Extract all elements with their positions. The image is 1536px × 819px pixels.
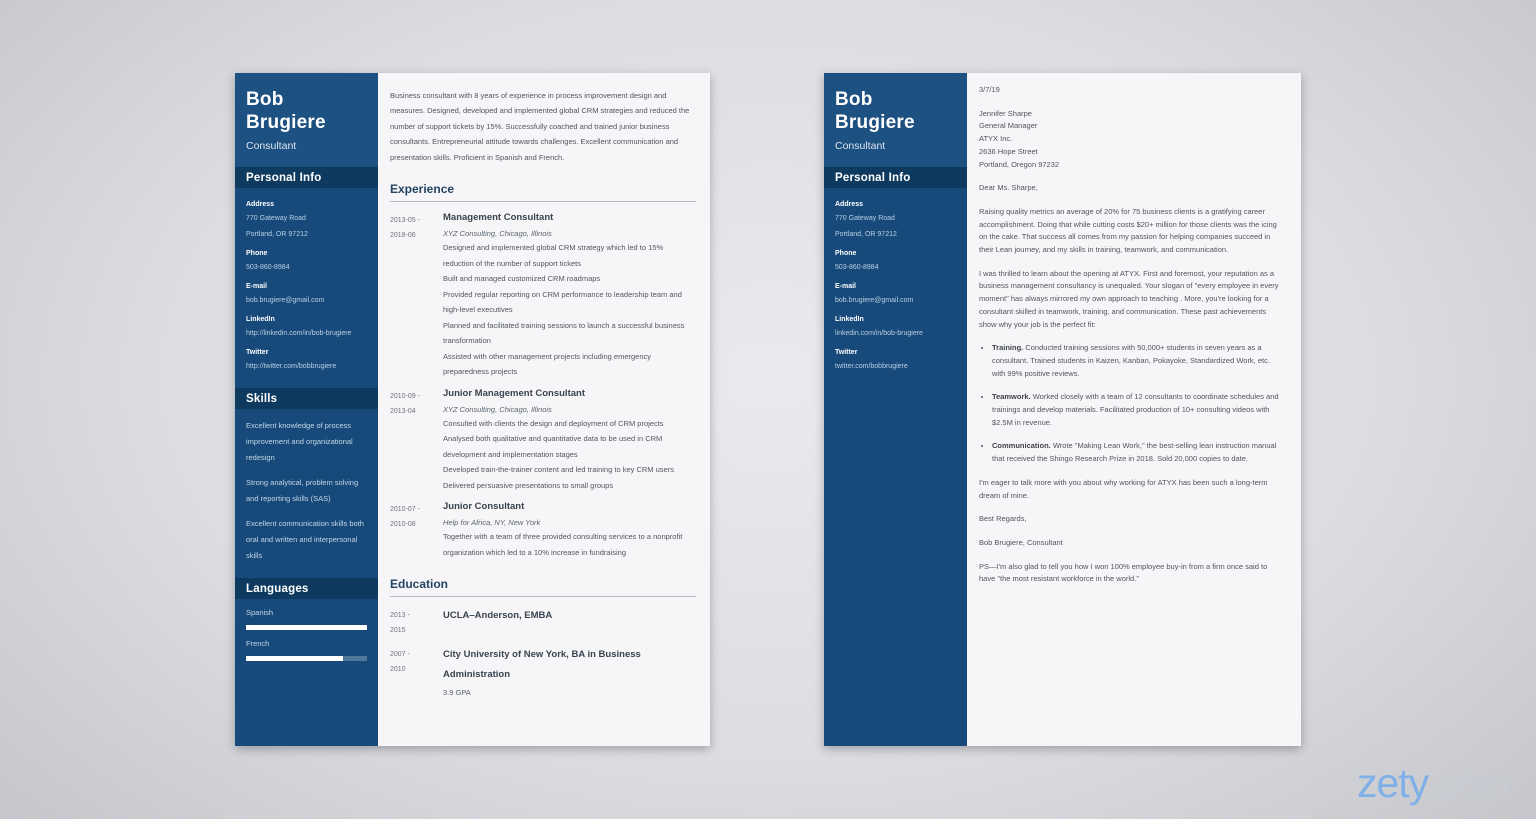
- job-company: Help for Africa, NY, New York: [443, 518, 541, 528]
- education-title: UCLA–Anderson, EMBA: [443, 610, 553, 622]
- letter-paragraph-3: I'm eager to talk more with you about why working for ATYX has been such a long-term dream of mine.: [979, 477, 1268, 500]
- cover-letter-sidebar: [824, 73, 967, 746]
- achievement-item: [992, 440, 1285, 465]
- job-bullet: Provided regular reporting on CRM performance to leadership team and high-level executives: [443, 289, 682, 315]
- resume-summary: Business consultant with 8 years of experience in process improvement design and measures. Designed, developed and implemented global CRM strategies and reduced the number of support tickets by 15%. Successfully coached and trained junior business consultants. Entrepreneurial attitude towards challenges. Excellent communication and presentation skills. Proficient in Spanish and French.: [390, 91, 690, 162]
- field-value: Portland, OR 97212: [246, 231, 308, 238]
- resume-main: [378, 73, 710, 746]
- job-title: Junior Management Consultant: [443, 387, 585, 399]
- education-section-header: Education: [390, 577, 696, 597]
- resume-sidebar: [235, 73, 378, 746]
- language-level-bar: [246, 625, 367, 630]
- language-level-bar: [246, 656, 367, 661]
- recipient-street: 2636 Hope Street: [979, 146, 1038, 156]
- person-role: Consultant: [246, 140, 297, 152]
- achievement-item: [992, 391, 1285, 429]
- person-name: Bob Brugiere: [835, 89, 915, 133]
- skills-header: Skills: [235, 388, 378, 409]
- letter-recipient: [979, 108, 1285, 172]
- job-dates: 2013-05 - 2018-06: [390, 217, 420, 240]
- job-entry: [390, 211, 696, 380]
- field-label: Phone: [246, 250, 268, 257]
- field-label: Address: [835, 201, 864, 208]
- field-value: linkedin.com/in/bob-brugiere: [835, 330, 923, 337]
- job-entry: [390, 387, 696, 494]
- field-label: Phone: [835, 250, 857, 257]
- recipient-role: General Manager: [979, 121, 1038, 131]
- letter-closing: Best Regards,: [979, 514, 1027, 524]
- field-linkedin: [835, 316, 956, 339]
- education-title: City University of New York, BA in Business Administration: [443, 649, 641, 681]
- letter-paragraph-2: I was thrilled to learn about the opening at ATYX. First and foremost, your reputation as a business management consultancy is unequaled. Your slogan of "every employee in every moment" has always mirrored my own approach to teaching . More, you're looking for a consultant skilled in teamwork, training, and communication. These past achievements show why your job is the perfect fit:: [979, 268, 1279, 329]
- field-label: E-mail: [246, 283, 268, 290]
- achievement-text: Wrote "Making Lean Work," the best-selling lean instruction manual that received the Shingo Research Prize in 2018. Sold 20,000 copies to date.: [992, 441, 1277, 464]
- letter-postscript: PS—I'm also glad to tell you how I won 100% employee buy-in from a firm once said to have "the most resistant workforce in the world.": [979, 561, 1268, 584]
- job-dates: 2010-07 - 2010-08: [390, 506, 420, 529]
- field-email: [246, 283, 367, 306]
- recipient-company: ATYX Inc.: [979, 134, 1013, 144]
- achievement-item: [992, 342, 1285, 380]
- education-entry: [390, 606, 696, 638]
- zety-tld-text: .com: [1425, 760, 1510, 806]
- job-dates: 2010-09 - 2013-04: [390, 392, 420, 415]
- job-bullet: Analysed both qualitative and quantitative data to be used in CRM development and implementation stages: [443, 434, 663, 459]
- field-twitter: [835, 349, 956, 372]
- letter-signature: Bob Brugiere, Consultant: [979, 537, 1063, 547]
- field-value: bob.brugiere@gmail.com: [835, 297, 914, 304]
- language-level-fill: [246, 656, 343, 661]
- job-bullet: Assisted with other management projects including emergency preparedness projects: [443, 351, 652, 377]
- field-address: [246, 201, 367, 240]
- language-name: French: [246, 639, 270, 648]
- language-level-fill: [246, 625, 367, 630]
- field-phone: [835, 250, 956, 273]
- experience-section-header: Experience: [390, 182, 696, 202]
- achievement-text: Conducted training sessions with 50,000+ students in seven years as a consultant. Trained students in Kaizen, Kanban, Pokayoke, Standardized Work, etc. with 99% positive reviews.: [992, 343, 1270, 378]
- letter-date: 3/7/19: [979, 85, 1000, 94]
- field-value: 503-860-8984: [835, 264, 879, 271]
- field-label: Address: [246, 201, 275, 208]
- job-company: XYZ Consulting, Chicago, Illinois: [443, 404, 552, 414]
- job-company: XYZ Consulting, Chicago, Illinois: [443, 229, 552, 239]
- education-dates: 2013 - 2015: [390, 612, 410, 635]
- recipient-name: Jennifer Sharpe: [979, 108, 1032, 118]
- resume-name-block: [235, 73, 378, 167]
- field-value: twitter.com/bobbrugiere: [835, 363, 908, 370]
- personal-info-header: Personal Info: [235, 167, 378, 188]
- personal-info-header: Personal Info: [824, 167, 967, 188]
- job-bullet: Developed train-the-trainer content and led training to key CRM users: [443, 465, 674, 475]
- language-name: Spanish: [246, 608, 274, 617]
- field-phone: [246, 250, 367, 273]
- letter-paragraph-1: Raising quality metrics an average of 20% for 75 business clients is a gratifying career accomplishment. Doing that while cutting costs $20+ million for those clients was the icing on the cake. That success all comes from my passion for helping companies succeed in their Lean journey, and my skills in training, teamwork, and communication.: [979, 206, 1277, 255]
- job-title: Management Consultant: [443, 212, 554, 224]
- achievement-label: Teamwork.: [992, 392, 1031, 402]
- job-title: Junior Consultant: [443, 501, 525, 513]
- field-value: 770 Gateway Road: [835, 215, 895, 222]
- language-item: [246, 608, 367, 630]
- education-dates: 2007 - 2010: [390, 651, 410, 674]
- job-bullets: [443, 529, 696, 560]
- field-email: [835, 283, 956, 306]
- education-gpa: 3.9 GPA: [443, 688, 471, 698]
- achievement-text: Worked closely with a team of 12 consultants to coordinate schedules and trainings and develop materials. Facilitated production of 10+ consulting videos with $2.5M in revenue.: [992, 392, 1279, 427]
- recipient-city: Portland, Oregon 97232: [979, 159, 1060, 169]
- skill-item: Strong analytical, problem solving and reporting skills (SAS): [246, 478, 359, 503]
- field-twitter: [246, 349, 367, 372]
- field-label: Twitter: [246, 349, 269, 356]
- field-linkedin: [246, 316, 367, 339]
- job-bullet: Planned and facilitated training sessions to launch a successful business transformation: [443, 320, 685, 346]
- field-value: http://linkedin.com/in/bob-brugiere: [246, 330, 352, 337]
- personal-info-fields: [235, 188, 378, 374]
- job-bullet: Designed and implemented global CRM strategy which led to 15% reduction of the number of support tickets: [443, 243, 664, 268]
- job-bullet: Consulted with clients the design and deployment of CRM projects: [443, 418, 664, 428]
- job-bullets: [443, 240, 696, 380]
- person-name: Bob Brugiere: [246, 89, 326, 133]
- job-bullet: Delivered persuasive presentations to small groups: [443, 480, 614, 490]
- field-value: Portland, OR 97212: [835, 231, 897, 238]
- field-value: 503-860-8984: [246, 264, 290, 271]
- language-item: [246, 639, 367, 661]
- field-label: LinkedIn: [246, 316, 275, 323]
- field-label: E-mail: [835, 283, 857, 290]
- zety-watermark: [1357, 760, 1510, 807]
- skill-item: Excellent communication skills both oral and written and interpersonal skills: [246, 519, 364, 560]
- achievement-label: Training.: [992, 343, 1024, 353]
- skill-item: Excellent knowledge of process improvement and organizational redesign: [246, 421, 353, 462]
- field-value: bob.brugiere@gmail.com: [246, 297, 325, 304]
- letter-salutation: Dear Ms. Sharpe,: [979, 183, 1038, 193]
- cover-letter-name-block: [824, 73, 967, 167]
- zety-brand-text: zety: [1356, 760, 1426, 806]
- field-value: 770 Gateway Road: [246, 215, 306, 222]
- personal-info-fields: [824, 188, 967, 374]
- letter-achievement-list: [979, 342, 1285, 466]
- field-address: [835, 201, 956, 240]
- field-value: http://twitter.com/bobbrugiere: [246, 363, 337, 370]
- cover-letter-body: [967, 73, 1301, 746]
- person-role: Consultant: [835, 140, 886, 152]
- education-entry: [390, 645, 696, 697]
- job-bullet: Together with a team of three provided consulting services to a nonprofit organization which led to a 10% increase in fundraising: [443, 532, 683, 557]
- job-entry: [390, 500, 696, 560]
- field-label: Twitter: [835, 349, 858, 356]
- languages-header: Languages: [235, 578, 378, 599]
- field-label: LinkedIn: [835, 316, 864, 323]
- resume-document: [235, 73, 710, 746]
- job-bullet: Built and managed customized CRM roadmaps: [443, 274, 601, 284]
- cover-letter-document: [824, 73, 1301, 746]
- achievement-label: Communication.: [992, 441, 1051, 451]
- job-bullets: [443, 416, 696, 494]
